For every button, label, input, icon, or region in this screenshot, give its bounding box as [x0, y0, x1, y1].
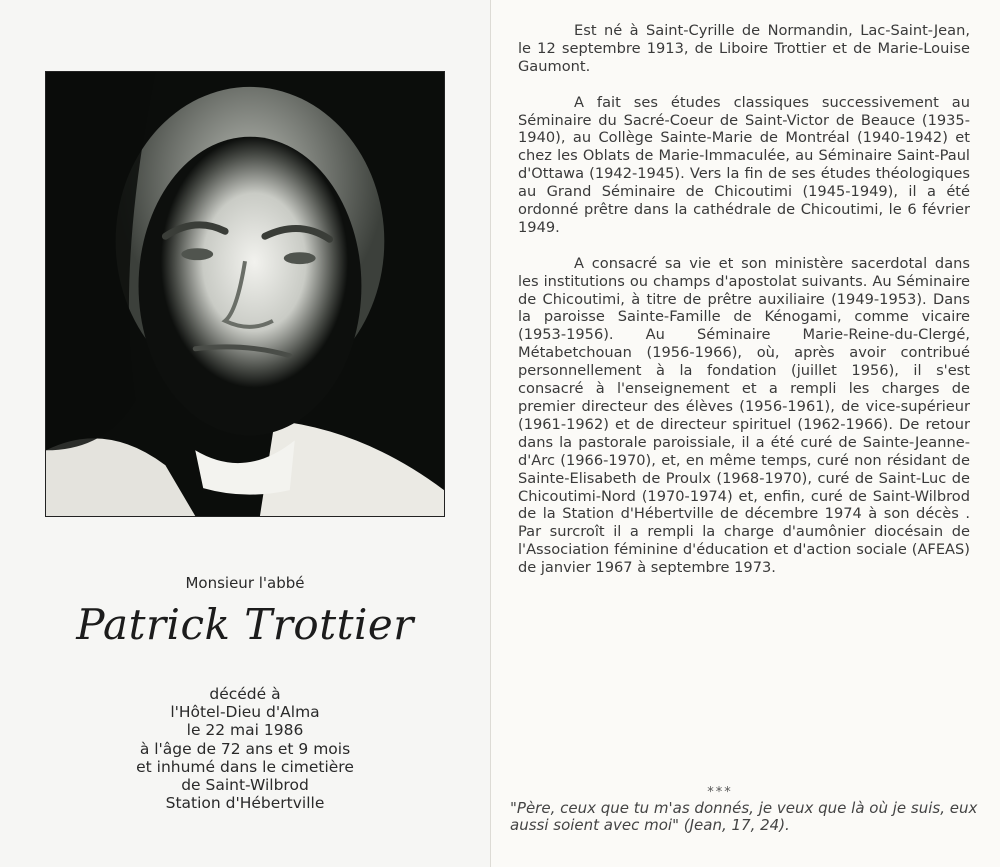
- deceased-name: Patrick Trottier: [76, 600, 414, 649]
- biography-paragraph: Est né à Saint-Cyrille de Normandin, Lac-Saint-Jean, le 12 septembre 1913, de Liboire Trottier et de Marie-Louise Gaumont.: [518, 22, 970, 75]
- death-line: l'Hôtel-Dieu d'Alma: [170, 703, 320, 722]
- portrait-photo: [45, 71, 445, 517]
- honorific-title: Monsieur l'abbé: [185, 574, 305, 592]
- biography-paragraph: A fait ses études classiques successivement au Séminaire du Sacré-Coeur de Saint-Victor de Beauce (1935-1940), au Collège Sainte-Marie de Montréal (1940-1942) et chez les Oblats de Marie-Immaculée, au Séminaire Saint-Paul d'Ottawa (1942-1945). Vers la fin de ses études théologiques au Grand Séminaire de Chicoutimi (1945-1949), il a été ordonné prêtre dans la cathédrale de Chicoutimi, le 6 février 1949.: [518, 93, 970, 236]
- scripture-quote: "Père, ceux que tu m'as donnés, je veux que là où je suis, eux aussi soient avec moi" (Jean, 17, 24).: [510, 799, 978, 834]
- death-line: décédé à: [209, 685, 281, 703]
- death-line: Station d'Hébertville: [165, 794, 325, 813]
- death-line: le 22 mai 1986: [186, 721, 304, 740]
- card-left-panel: [0, 0, 490, 867]
- biography-paragraph: A consacré sa vie et son ministère sacerdotal dans les institutions ou champs d'apostolat suivants. Au Séminaire de Chicoutimi, à titre de prêtre auxiliaire (1949-1953). Dans la paroisse Sainte-Famille de Kénogami, comme vicaire (1953-1956). Au Séminaire Marie-Reine-du-Clergé, Métabetchouan (1956-1966), où, après avoir contribué personnellement à la fondation (juillet 1956), il s'est consacré à l'enseignement et a rempli les charges de premier directeur des élèves (1956-1961), de vice-supérieur (1961-1962) et de directeur spirituel (1962-1966). De retour dans la pastorale paroissiale, il a été curé de Sainte-Jeanne-d'Arc (1966-1970), et, en même temps, curé non résidant de Sainte-Elisabeth de Proulx (1968-1970), curé de Saint-Luc de Chicoutimi-Nord (1970-1974) et, enfin, curé de Saint-Wilbrod de la Station d'Hébertville de décembre 1974 à son décès . Par surcroît il a rempli la charge d'aumônier diocésain de l'Association féminine d'éducation et d'action sociale (AFEAS) de janvier 1967 à septembre 1973.: [518, 254, 970, 577]
- death-line: de Saint-Wilbrod: [181, 776, 309, 795]
- section-separator: ***: [707, 785, 733, 800]
- death-details: [20, 685, 470, 812]
- death-line: à l'âge de 72 ans et 9 mois: [139, 739, 351, 758]
- death-line: et inhumé dans le cimetière: [136, 757, 354, 776]
- portrait-image: [46, 72, 444, 516]
- biography: [518, 22, 970, 594]
